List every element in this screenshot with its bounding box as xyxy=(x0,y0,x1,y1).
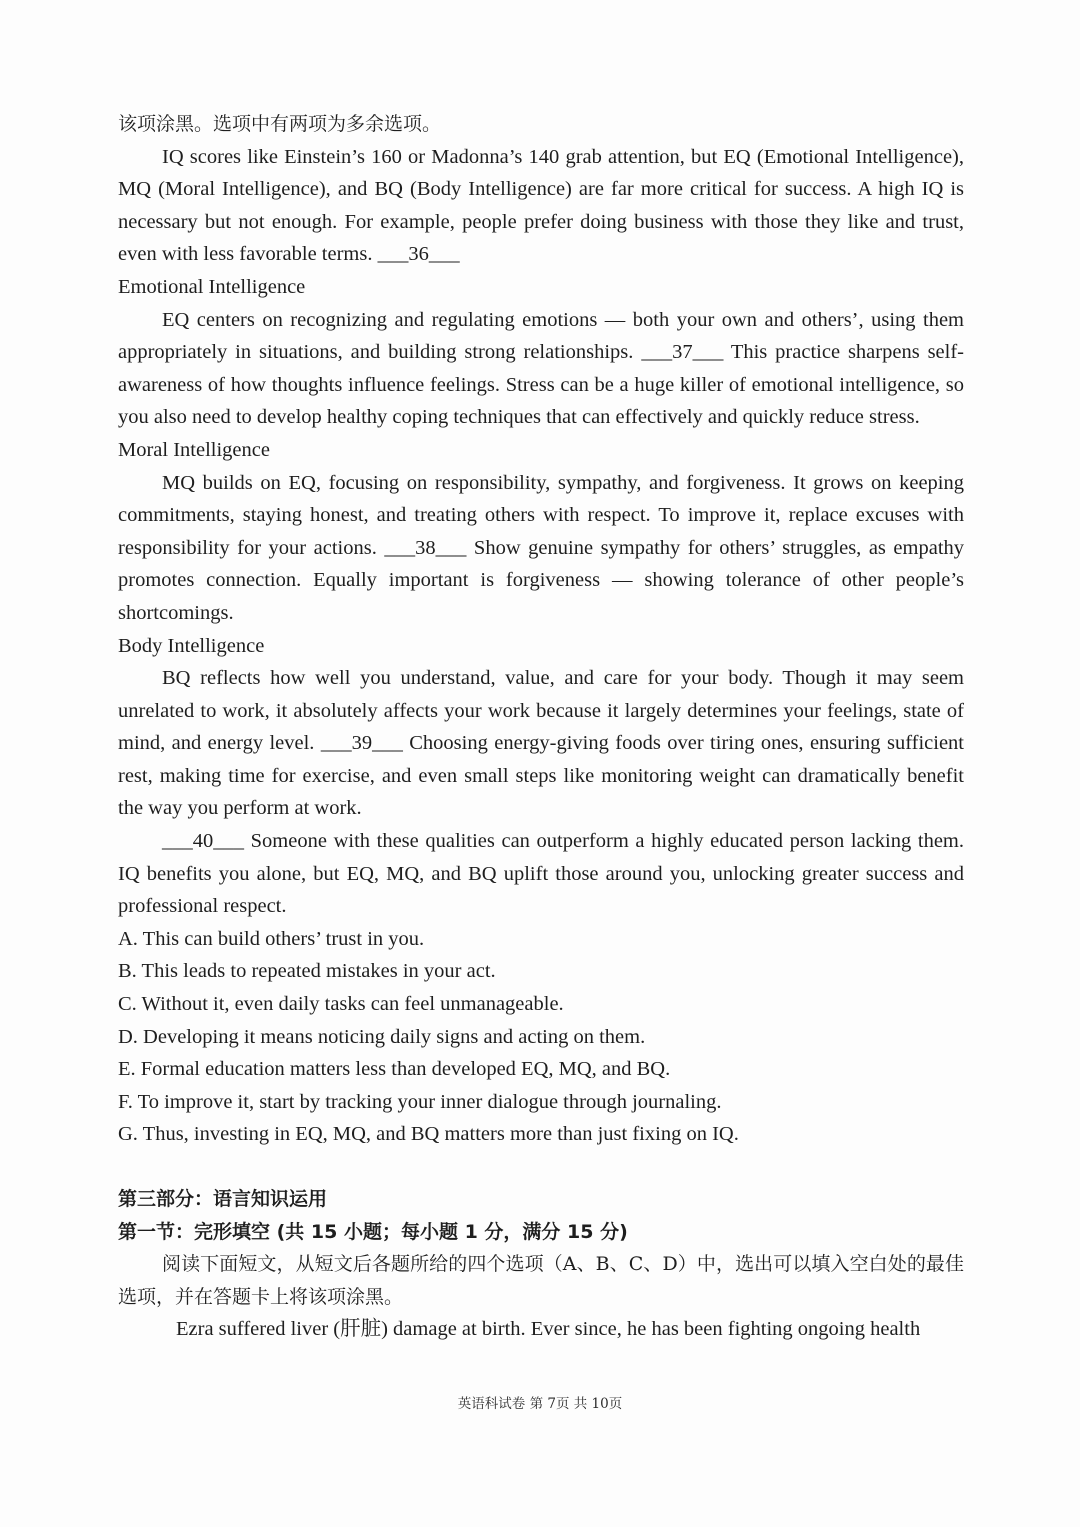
option-b: B. This leads to repeated mistakes in your act. xyxy=(118,960,496,983)
blank-40: ___40___ xyxy=(162,830,244,853)
blank-37: ___37___ xyxy=(641,341,724,364)
instruction-tail: 该项涂黑。选项中有两项为多余选项。 xyxy=(118,113,442,135)
option-e: E. Formal education matters less than developed EQ, MQ, and BQ. xyxy=(118,1058,671,1081)
spacer xyxy=(118,1151,964,1183)
page-content xyxy=(118,108,964,1346)
blank-39: ___39___ xyxy=(320,732,403,755)
section-heading-body: Body Intelligence xyxy=(118,634,265,657)
section1-title: 第一节：完形填空 (共 15 小题；每小题 1 分，满分 15 分) xyxy=(118,1220,628,1243)
cloze-passage-start: Ezra suffered liver (肝脏) damage at birth. Ever since, he has been fighting ongoing health xyxy=(176,1318,921,1341)
option-d: D. Developing it means noticing daily signs and acting on them. xyxy=(118,1025,646,1048)
page-footer: 英语科试卷 第 7页 共 10页 xyxy=(457,1396,623,1412)
passage-paragraph-2: EQ centers on recognizing and regulating emotions — both your own and others’, using them appropriately in situations, and building strong relationships. ___37___ This practice sharpens self-awareness of how thoughts influence feelings. Stress can be a huge killer of emotional intelligence, so you also need to develop healthy coping techniques that can effectively and quickly reduce stress. xyxy=(118,308,964,429)
passage-paragraph-4: BQ reflects how well you understand, value, and care for your body. Though it may seem unrelated to work, it absolutely affects your work because it largely determines your feelings, state of mind, and energy level. ___39___ Choosing energy-giving foods over tiring ones, ensuring sufficient rest, making time for exercise, and even small steps like monitoring weight can dramatically benefit the way you perform at work. xyxy=(118,667,965,820)
answer-options xyxy=(118,923,964,1151)
option-f: F. To improve it, start by tracking your inner dialogue through journaling. xyxy=(118,1090,722,1113)
option-a: A. This can build others’ trust in you. xyxy=(118,927,425,950)
blank-38: ___38___ xyxy=(384,536,467,559)
part3-title: 第三部分：语言知识运用 xyxy=(118,1188,328,1210)
blank-36: ___36___ xyxy=(377,243,460,266)
section-heading-moral: Moral Intelligence xyxy=(118,438,270,461)
option-c: C. Without it, even daily tasks can feel unmanageable. xyxy=(118,993,564,1016)
passage-paragraph-1: IQ scores like Einstein’s 160 or Madonna’s 140 grab attention, but EQ (Emotional Intelligence), MQ (Moral Intelligence), and BQ (Body Intelligence) are far more critical for success. A high IQ is necessary but not enough. For example, people prefer doing business with those they like and trust, even with less favorable terms. ___36___ xyxy=(118,145,964,266)
option-g: G. Thus, investing in EQ, MQ, and BQ matters more than just fixing on IQ. xyxy=(118,1123,739,1146)
passage-paragraph-3: MQ builds on EQ, focusing on responsibility, sympathy, and forgiveness. It grows on keeping commitments, staying honest, and treating others with respect. To improve it, replace excuses with responsibility for your actions. ___38___ Show genuine sympathy for others’ struggles, as empathy promotes connection. Equally important is forgiveness — showing tolerance of other people’s shortcomings. xyxy=(118,471,965,624)
passage-paragraph-5: ___40___ Someone with these qualities can outperform a highly educated person lacking them. IQ benefits you alone, but EQ, MQ, and BQ uplift those around you, unlocking greater success and professional respect. xyxy=(118,830,964,918)
section-heading-emotional: Emotional Intelligence xyxy=(118,275,306,298)
cloze-instruction: 阅读下面短文，从短文后各题所给的四个选项（A、B、C、D）中，选出可以填入空白处的最佳选项，并在答题卡上将该项涂黑。 xyxy=(118,1253,964,1308)
